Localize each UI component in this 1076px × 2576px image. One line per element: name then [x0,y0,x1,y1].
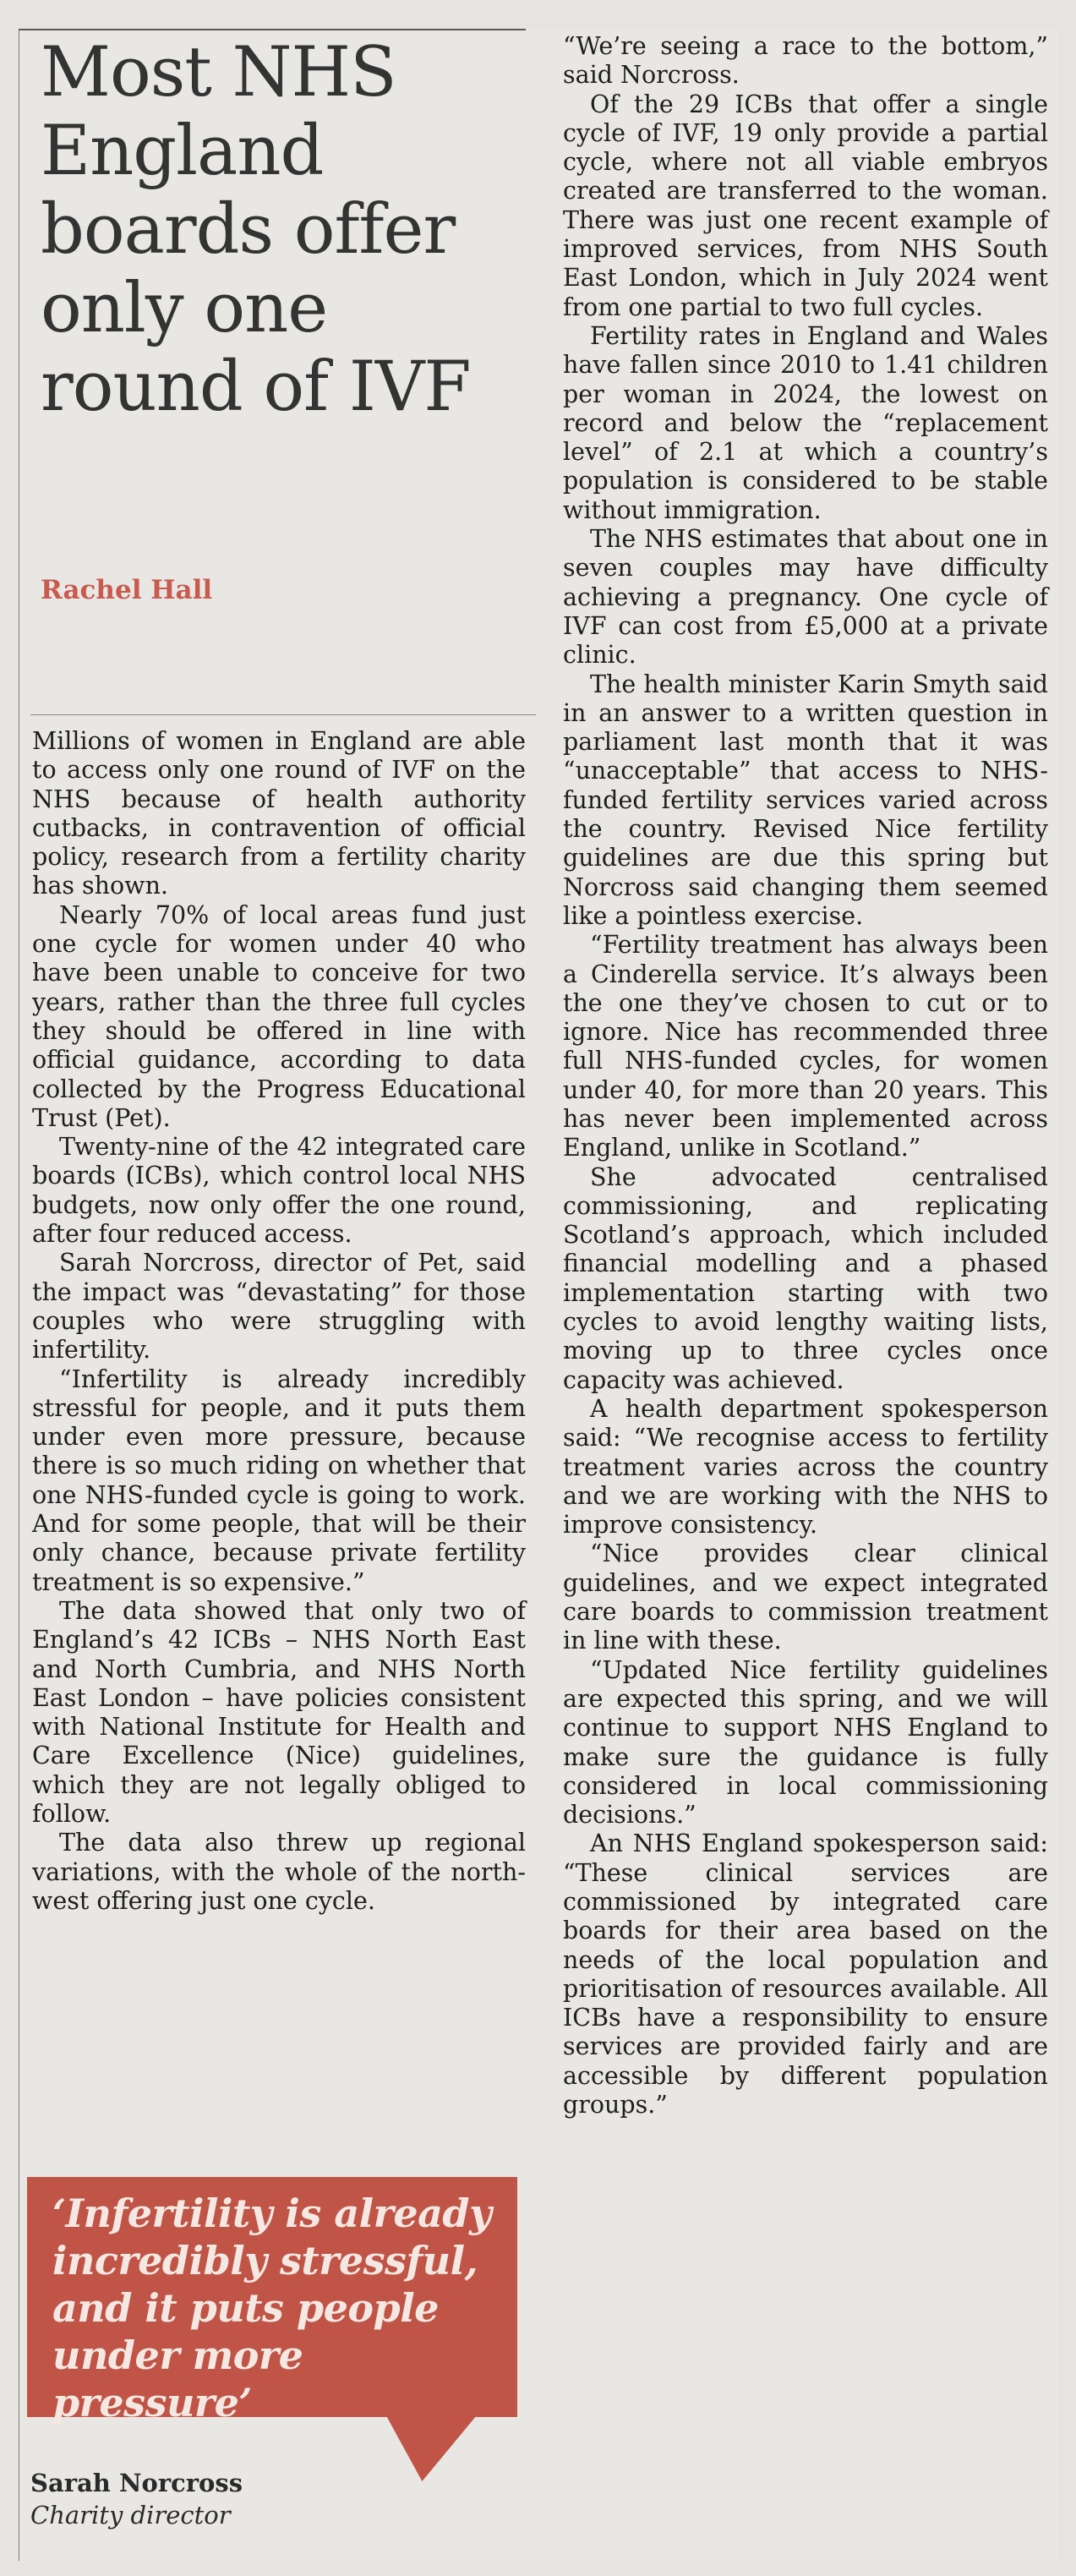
paragraph: “Infertility is already incredibly stressful for people, and it puts them under even more pressure, because there is so much riding on whether that one NHS-funded cycle is going to work. And for some people, that will be their only chance, because private fertility treatment is so expensive.” [32,1365,526,1596]
paragraph: Nearly 70% of local areas fund just one cycle for women under 40 who have been unable to conceive for two years, rather than the three full cycles they should be offered in line with official guidance, according to data collected by the Progress Educational Trust (Pet). [32,900,526,1132]
paragraph: The data showed that only two of England’s 42 ICBs – NHS North East and North Cumbria, and NHS North East London – have policies consistent with National Institute for Health and Care Excellence (Nice) guidelines, which they are not legally obliged to follow. [32,1596,526,1828]
paragraph: “Updated Nice fertility guidelines are expected this spring, and we will continue to support NHS England to make sure the guidance is fully considered in local commissioning decisions.” [563,1655,1048,1829]
paragraph: She advocated centralised commissioning, and replicating Scotland’s approach, which included financial modelling and a phased implementation starting with two cycles to avoid lengthy waiting lists, moving up to three cycles once capacity was achieved. [563,1162,1048,1394]
paragraph: “Fertility treatment has always been a Cinderella service. It’s always been the one they’ve chosen to cut or to ignore. Nice has recommended three full NHS-funded cycles, for women under 40, for more than 20 years. This has never been implemented across England, unlike in Scotland.” [563,931,1048,1162]
paragraph: Millions of women in England are able to access only one round of IVF on the NHS because of health authority cutbacks, in contravention of official policy, research from a fertility charity has shown. [32,727,526,900]
paragraph: “Nice provides clear clinical guidelines, and we expect integrated care boards to commission treatment in line with these. [563,1540,1048,1655]
paragraph: A health department spokesperson said: “We recognise access to fertility treatment varies across the country and we are working with the NHS to improve consistency. [563,1394,1048,1540]
headline: Most NHS England boards offer only one round of IVF [41,33,471,427]
paragraph: The data also threw up regional variations, with the whole of the north-west offering just one cycle. [32,1829,526,1915]
top-border-rule [19,29,526,30]
paragraph: The health minister Karin Smyth said in an answer to a written question in parliament last month that it was “unacceptable” that access to NHS-funded fertility services varied across the country. Revised Nice fertility guidelines are due this spring but Norcross said changing them seemed like a pointless exercise. [563,670,1048,930]
paragraph: Fertility rates in England and Wales have fallen since 2010 to 1.41 children per woman in 2024, the lowest on record and below the “replacement level” of 2.1 at which a country’s population is considered to be stable without immigration. [563,321,1048,524]
paragraph: Twenty-nine of the 42 integrated care boards (ICBs), which control local NHS budgets, now only offer the one round, after four reduced access. [32,1133,526,1249]
byline-divider [30,714,536,715]
pull-quote-attribution-name: Sarah Norcross [30,2469,243,2497]
pull-quote-text: ‘Infertility is already incredibly stressful, and it puts people under more pressure’ [52,2190,492,2426]
pull-quote-attribution-role: Charity director [30,2501,231,2530]
paragraph: The NHS estimates that about one in seven couples may have difficulty achieving a pregnancy. One cycle of IVF can cost from £5,000 at a private clinic. [563,525,1048,670]
paragraph: Of the 29 ICBs that offer a single cycle of IVF, 19 only provide a partial cycle, where not all viable embryos created are transferred to the woman. There was just one recent example of improved services, from NHS South East London, which in July 2024 went from one partial to two full cycles. [563,90,1048,321]
byline: Rachel Hall [41,575,213,605]
paragraph: “We’re seeing a race to the bottom,” said Norcross. [563,32,1048,90]
left-column [32,727,526,1916]
paragraph: An NHS England spokesperson said: “These clinical services are commissioned by integrated care boards for their area based on the needs of the local population and prioritisation of resources available. All ICBs have a responsibility to ensure services are provided fairly and are accessible by different population groups.” [563,1829,1048,2119]
paragraph: Sarah Norcross, director of Pet, said the impact was “devastating” for those couples who were struggling with infertility. [32,1249,526,1365]
right-column [563,32,1048,2119]
